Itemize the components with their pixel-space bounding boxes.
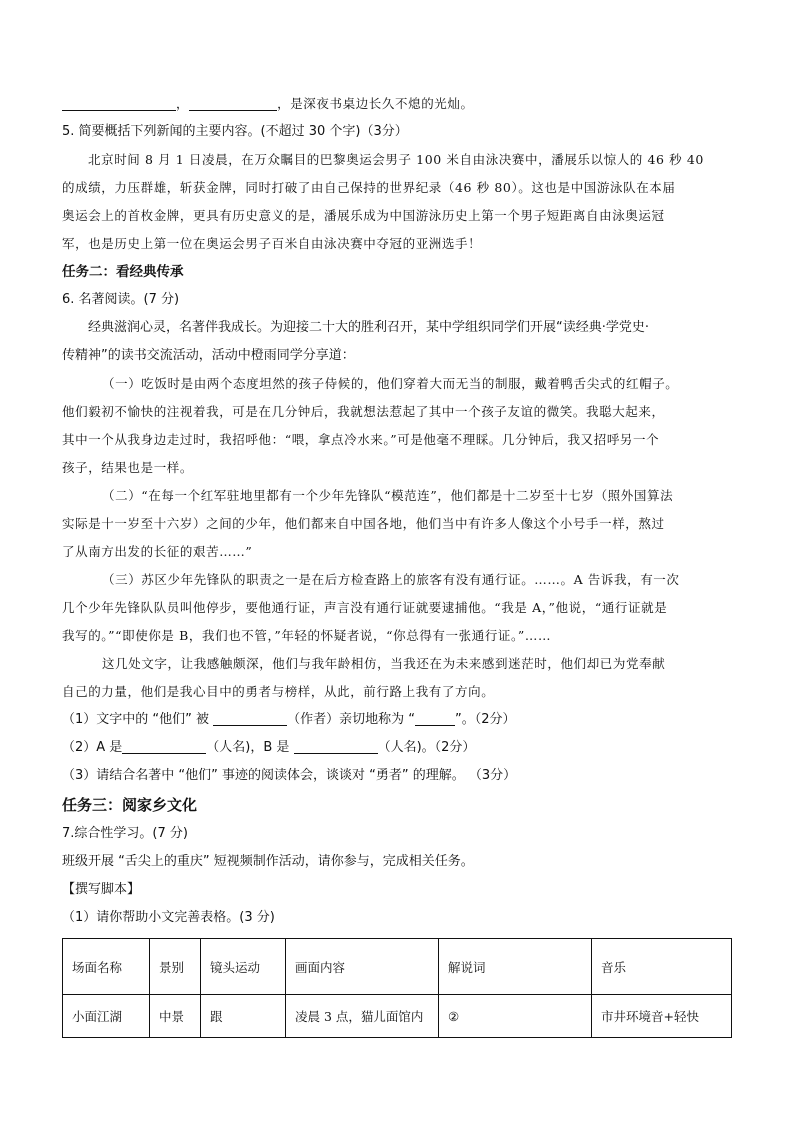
table-header-cell: 音乐	[592, 939, 732, 995]
table-cell: 小面江湖	[63, 995, 150, 1038]
blank-1[interactable]	[62, 96, 176, 111]
task2-heading: 任务二：看经典传承	[62, 264, 184, 280]
exam-page	[62, 90, 734, 1038]
table-header-cell: 解说词	[439, 939, 592, 995]
excerpt1-line-3: 其中一个从我身边走过时，我招呼他：“喂，拿点冷水来。”可是他毫不理睬。几分钟后，我又招呼另一个	[62, 432, 660, 447]
table-row	[63, 995, 732, 1038]
table-cell: 中景	[150, 995, 201, 1038]
excerpt2-line-2: 实际是十一岁至十六岁）之间的少年，他们都来自中国各地，他们当中有许多人像这个小号手一样，熬过	[62, 516, 665, 531]
table-cell: 跟	[201, 995, 286, 1038]
news-line-4: 军，也是历史上第一位在奥运会男子百米自由泳决赛中夺冠的亚洲选手！	[62, 236, 482, 251]
q7-intro: 班级开展 “舌尖上的重庆” 短视频制作活动，请你参与，完成相关任务。	[62, 854, 474, 869]
nickname-blank[interactable]	[415, 711, 455, 726]
author-blank[interactable]	[213, 711, 287, 726]
q6-intro-1: 经典滋润心灵，名著伴我成长。为迎接二十大的胜利召开，某中学组织同学们开展“读经典·学党史·	[88, 320, 650, 335]
table-header-cell: 镜头运动	[201, 939, 286, 995]
excerpt1-line-1: （一）吃饭时是由两个态度坦然的孩子侍候的，他们穿着大而无当的制服，戴着鸭舌尖式的红帽子。	[102, 376, 679, 391]
q6-sub3: （3）请结合名著中 “他们” 事迹的阅读体会，谈谈对 “勇者” 的理解。 （3分）	[62, 768, 517, 783]
name-a-blank[interactable]	[122, 739, 206, 754]
table-header-row	[63, 939, 732, 995]
q6-sub2: （2）A 是 （人名)，B 是 （人名)。（2分）	[62, 740, 476, 755]
table-header-cell: 画面内容	[286, 939, 439, 995]
section-label: 【撰写脚本】	[62, 882, 141, 897]
news-line-3: 奥运会上的首枚金牌，更具有历史意义的是，潘展乐成为中国游泳历史上第一个男子短距离自由泳奥运冠	[62, 208, 665, 223]
script-table	[62, 938, 732, 1038]
q7-sub1: （1）请你帮助小文完善表格。(3 分)	[62, 910, 275, 925]
q6-title: 6. 名著阅读。(7 分)	[62, 292, 180, 307]
news-line-1: 北京时间 8 月 1 日凌晨，在万众瞩目的巴黎奥运会男子 100 米自由泳决赛中，潘展乐以惊人的 46 秒 40	[88, 152, 704, 167]
excerpt3-line-2: 几个少年先锋队队员叫他停步，要他通行证，声言没有通行证就要逮捕他。“我是 A，”他说，“通行证就是	[62, 600, 668, 615]
table-cell: 市井环境音+轻快	[592, 995, 732, 1038]
excerpt2-line-3: 了从南方出发的长征的艰苦……”	[62, 544, 253, 559]
excerpt1-line-2: 他们毅初不愉快的注视着我，可是在几分钟后，我就想法惹起了其中一个孩子友谊的微笑。我聪大起来，	[62, 404, 665, 419]
answer-line-top: ， ，是深夜书桌边长久不熄的光灿。	[62, 90, 734, 118]
table-cell: 凌晨 3 点，猫儿面馆内	[286, 995, 439, 1038]
reflection-line-2: 自己的力量，他们是我心目中的勇者与榜样，从此，前行路上我有了方向。	[62, 684, 495, 699]
q5-title: 5. 简要概括下列新闻的主要内容。(不超过 30 个字)（3分）	[62, 124, 408, 139]
excerpt3-line-1: （三）苏区少年先锋队的职责之一是在后方检查路上的旅客有没有通行证。……。A 告诉我，有一次	[102, 572, 680, 587]
excerpt1-line-4: 孩子，结果也是一样。	[62, 460, 194, 475]
q6-sub1: （1）文字中的 “他们” 被 （作者）亲切地称为 “ ”。（2分）	[62, 712, 516, 727]
name-b-blank[interactable]	[294, 739, 378, 754]
reflection-line-1: 这几处文字，让我感触颇深，他们与我年龄相仿，当我还在为未来感到迷茫时，他们却已为党奉献	[102, 656, 666, 671]
task3-heading: 任务三：阅家乡文化	[62, 796, 198, 814]
table-header-cell: 场面名称	[63, 939, 150, 995]
q6-intro-2: 传精神”的读书交流活动，活动中橙雨同学分享道：	[62, 348, 355, 363]
excerpt3-line-3: 我写的。”“即使你是 B，我们也不管，”年轻的怀疑者说，“你总得有一张通行证。”……	[62, 628, 552, 643]
table-cell[interactable]: ②	[439, 995, 592, 1038]
excerpt2-line-1: （二）“在每一个红军驻地里都有一个少年先锋队“模范连”，他们都是十二岁至十七岁（照外国算法	[102, 488, 674, 503]
table-header-cell: 景别	[150, 939, 201, 995]
q7-title: 7.综合性学习。(7 分)	[62, 826, 188, 841]
blank-2[interactable]	[189, 96, 277, 111]
news-line-2: 的成绩，力压群雄，斩获金牌，同时打破了由自己保持的世界纪录（46 秒 80）。这也是中国游泳队在本届	[62, 180, 676, 195]
